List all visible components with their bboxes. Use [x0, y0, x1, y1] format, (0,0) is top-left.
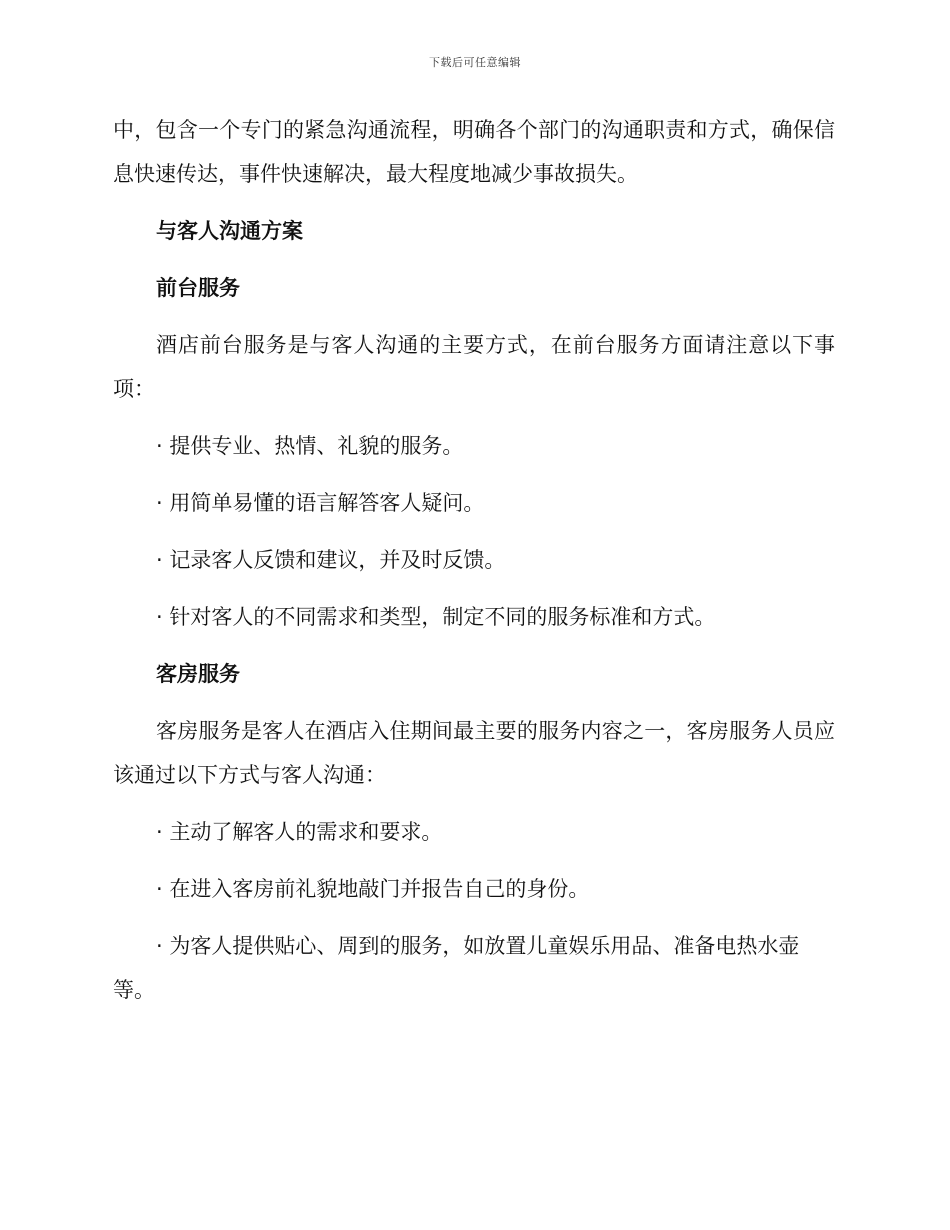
front-desk-paragraph: 酒店前台服务是与客人沟通的主要方式，在前台服务方面请注意以下事项： — [113, 333, 835, 401]
front-desk-bullet: · 针对客人的不同需求和类型，制定不同的服务标准和方式。 — [156, 605, 716, 629]
front-desk-bullet: · 记录客人反馈和建议，并及时反馈。 — [156, 548, 506, 572]
page-header: 下载后可任意编辑 — [429, 56, 521, 69]
intro-paragraph: 中，包含一个专门的紧急沟通流程，明确各个部门的沟通职责和方式，确保信息快速传达，事件快速解决，最大程度地减少事故损失。 — [113, 118, 835, 186]
room-service-bullet: · 主动了解客人的需求和要求。 — [156, 820, 443, 844]
front-desk-heading: 前台服务 — [156, 276, 240, 300]
section-title: 与客人沟通方案 — [156, 219, 303, 243]
front-desk-bullet: · 提供专业、热情、礼貌的服务。 — [156, 434, 464, 458]
room-service-bullet: · 为客人提供贴心、周到的服务，如放置儿童娱乐用品、准备电热水壶等。 — [113, 934, 800, 1002]
document-body — [113, 108, 835, 1012]
front-desk-bullet: · 用简单易懂的语言解答客人疑问。 — [156, 491, 485, 515]
room-service-heading: 客房服务 — [156, 662, 240, 686]
room-service-paragraph: 客房服务是客人在酒店入住期间最主要的服务内容之一，客房服务人员应该通过以下方式与客人沟通： — [113, 719, 835, 787]
room-service-bullet: · 在进入客房前礼貌地敲门并报告自己的身份。 — [156, 877, 590, 901]
